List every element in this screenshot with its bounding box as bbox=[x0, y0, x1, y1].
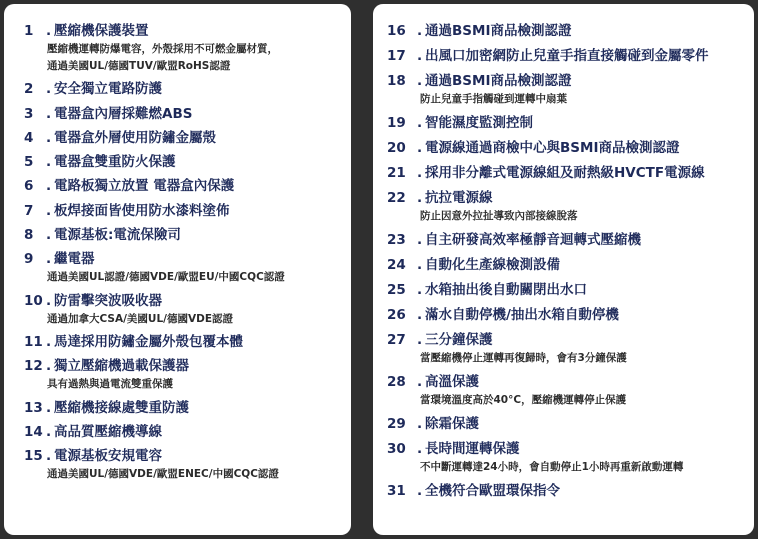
feature-title-text: 抗拉電源線 bbox=[425, 190, 493, 206]
feature-separator: . bbox=[46, 202, 52, 219]
feature-number: 12 bbox=[24, 358, 43, 375]
feature-title-text: 自主研發高效率極靜音迴轉式壓縮機 bbox=[425, 232, 641, 248]
feature-number: 20 bbox=[387, 140, 406, 156]
feature-number: 21 bbox=[387, 165, 406, 181]
feature-title-text: 高溫保護 bbox=[425, 374, 479, 390]
feature-item bbox=[387, 188, 748, 225]
feature-separator: . bbox=[46, 154, 52, 171]
feature-number: 17 bbox=[387, 48, 406, 64]
feature-title bbox=[387, 188, 748, 208]
feature-separator: . bbox=[417, 307, 423, 323]
feature-title bbox=[24, 291, 343, 311]
feature-title-text: 採用非分離式電源線組及耐熱級HVCTF電源線 bbox=[425, 165, 705, 181]
feature-title-text: 防雷擊突波吸收器 bbox=[54, 292, 162, 309]
feature-item bbox=[387, 163, 748, 183]
feature-description: 不中斷運轉達24小時，會自動停止1小時再重新啟動運轉 bbox=[420, 461, 684, 473]
left-feature-list bbox=[24, 21, 343, 483]
feature-separator: . bbox=[46, 227, 52, 244]
feature-item bbox=[387, 113, 748, 133]
feature-title-text: 電源線通過商檢中心與BSMI商品檢測認證 bbox=[425, 140, 680, 156]
feature-title bbox=[24, 332, 343, 352]
feature-separator: . bbox=[46, 399, 52, 416]
feature-item bbox=[24, 249, 343, 286]
feature-item bbox=[387, 372, 748, 409]
feature-item bbox=[24, 332, 343, 352]
feature-separator: . bbox=[46, 23, 52, 39]
feature-title-text: 電器盒內層採難燃ABS bbox=[54, 105, 193, 122]
feature-item bbox=[24, 225, 343, 245]
feature-number: 19 bbox=[387, 115, 406, 131]
feature-title bbox=[387, 481, 748, 501]
feature-item bbox=[387, 230, 748, 250]
feature-title bbox=[24, 128, 343, 148]
feature-item bbox=[24, 422, 343, 442]
feature-number: 27 bbox=[387, 332, 406, 348]
feature-item bbox=[24, 201, 343, 221]
feature-title bbox=[24, 79, 343, 99]
feature-separator: . bbox=[46, 129, 52, 146]
feature-description: 通過加拿大CSA/美國UL/德國VDE認證 bbox=[47, 312, 233, 325]
feature-separator: . bbox=[417, 483, 423, 499]
feature-title-text: 電源基板:電流保險司 bbox=[54, 227, 181, 244]
feature-title bbox=[387, 372, 748, 392]
feature-separator: . bbox=[417, 115, 423, 131]
feature-item bbox=[24, 176, 343, 196]
feature-item bbox=[387, 255, 748, 275]
feature-number: 5 bbox=[24, 154, 34, 171]
feature-title-text: 獨立壓縮機過載保護器 bbox=[54, 358, 189, 375]
feature-title-text: 水箱抽出後自動關閉出水口 bbox=[425, 282, 587, 298]
feature-number: 10 bbox=[24, 292, 43, 309]
right-feature-panel bbox=[373, 4, 754, 535]
feature-title bbox=[24, 152, 343, 172]
feature-number: 24 bbox=[387, 257, 406, 273]
feature-separator: . bbox=[417, 416, 423, 432]
feature-item bbox=[24, 104, 343, 124]
feature-description: 通過美國UL/德國TUV/歐盟RoHS認證 bbox=[47, 60, 231, 72]
feature-item bbox=[24, 398, 343, 418]
feature-separator: . bbox=[46, 251, 52, 268]
feature-number: 2 bbox=[24, 81, 34, 98]
feature-title-text: 馬達採用防鏽金屬外殼包覆本體 bbox=[54, 333, 243, 350]
feature-title bbox=[24, 356, 343, 376]
feature-separator: . bbox=[417, 73, 423, 89]
feature-description: 壓縮機運轉防爆電容，外殼採用不可燃金屬材質， bbox=[47, 43, 278, 55]
feature-item bbox=[24, 152, 343, 172]
feature-number: 25 bbox=[387, 282, 406, 298]
feature-title-text: 出風口加密網防止兒童手指直接觸碰到金屬零件 bbox=[425, 48, 709, 64]
feature-number: 28 bbox=[387, 374, 406, 390]
feature-title bbox=[387, 163, 748, 183]
feature-separator: . bbox=[46, 448, 52, 465]
feature-separator: . bbox=[417, 165, 423, 181]
feature-item bbox=[387, 138, 748, 158]
feature-title bbox=[387, 71, 748, 91]
feature-title-text: 壓縮機保護裝置 bbox=[54, 23, 149, 39]
feature-separator: . bbox=[46, 333, 52, 350]
feature-title-text: 板焊接面皆使用防水漆料塗佈 bbox=[54, 202, 230, 219]
feature-item bbox=[387, 46, 748, 66]
feature-title-text: 壓縮機接線處雙重防護 bbox=[54, 399, 189, 416]
feature-title-text: 滿水自動停機/抽出水箱自動停機 bbox=[425, 307, 619, 323]
feature-title bbox=[24, 398, 343, 418]
feature-title-text: 全機符合歐盟環保指令 bbox=[425, 483, 560, 499]
feature-number: 16 bbox=[387, 23, 406, 39]
feature-title-text: 長時間運轉保護 bbox=[425, 441, 520, 457]
feature-separator: . bbox=[46, 292, 52, 309]
feature-item bbox=[387, 71, 748, 108]
feature-number: 31 bbox=[387, 483, 406, 499]
feature-separator: . bbox=[46, 178, 52, 195]
feature-separator: . bbox=[417, 190, 423, 206]
feature-title bbox=[24, 176, 343, 196]
feature-title bbox=[24, 104, 343, 124]
feature-item bbox=[24, 128, 343, 148]
feature-item bbox=[24, 446, 343, 483]
feature-separator: . bbox=[417, 140, 423, 156]
feature-item bbox=[24, 21, 343, 75]
feature-title bbox=[24, 201, 343, 221]
feature-number: 29 bbox=[387, 416, 406, 432]
feature-separator: . bbox=[417, 441, 423, 457]
feature-item bbox=[387, 21, 748, 41]
feature-number: 18 bbox=[387, 73, 406, 89]
feature-title bbox=[24, 446, 343, 466]
feature-number: 9 bbox=[24, 251, 34, 268]
feature-number: 4 bbox=[24, 129, 34, 146]
feature-separator: . bbox=[417, 257, 423, 273]
feature-title bbox=[387, 21, 748, 41]
feature-item bbox=[387, 439, 748, 476]
feature-description: 具有過熱與過電流雙重保護 bbox=[47, 378, 173, 391]
feature-title bbox=[24, 21, 343, 41]
feature-title bbox=[387, 330, 748, 350]
feature-title bbox=[387, 305, 748, 325]
feature-title-text: 三分鐘保護 bbox=[425, 332, 493, 348]
feature-number: 23 bbox=[387, 232, 406, 248]
feature-item bbox=[387, 330, 748, 367]
feature-number: 14 bbox=[24, 423, 43, 440]
feature-separator: . bbox=[417, 374, 423, 390]
feature-item bbox=[387, 481, 748, 501]
feature-separator: . bbox=[417, 282, 423, 298]
feature-item bbox=[24, 79, 343, 99]
right-feature-list bbox=[387, 21, 748, 501]
feature-number: 7 bbox=[24, 202, 34, 219]
feature-title-text: 通過BSMI商品檢測認證 bbox=[425, 23, 572, 39]
feature-description: 防止兒童手指觸碰到運轉中扇葉 bbox=[420, 93, 567, 105]
feature-title-text: 自動化生產線檢測設備 bbox=[425, 257, 560, 273]
left-feature-panel bbox=[4, 4, 351, 535]
feature-number: 3 bbox=[24, 105, 34, 122]
feature-description: 通過美國UL/德國VDE/歐盟ENEC/中國CQC認證 bbox=[47, 468, 279, 481]
feature-number: 26 bbox=[387, 307, 406, 323]
feature-title bbox=[387, 46, 748, 66]
feature-title bbox=[24, 225, 343, 245]
feature-title bbox=[24, 249, 343, 269]
feature-title bbox=[387, 439, 748, 459]
feature-title-text: 電源基板安規電容 bbox=[54, 448, 162, 465]
feature-number: 6 bbox=[24, 178, 34, 195]
feature-title-text: 電路板獨立放置 電器盒內保護 bbox=[54, 178, 235, 195]
feature-item bbox=[24, 356, 343, 393]
feature-item bbox=[387, 305, 748, 325]
feature-title bbox=[24, 422, 343, 442]
feature-separator: . bbox=[46, 105, 52, 122]
feature-separator: . bbox=[417, 332, 423, 348]
feature-number: 15 bbox=[24, 448, 43, 465]
feature-title bbox=[387, 414, 748, 434]
feature-separator: . bbox=[417, 23, 423, 39]
feature-separator: . bbox=[46, 81, 52, 98]
feature-number: 8 bbox=[24, 227, 34, 244]
feature-description: 防止因意外拉扯導致內部接線脫落 bbox=[420, 210, 578, 222]
feature-number: 22 bbox=[387, 190, 406, 206]
feature-title-text: 智能濕度監測控制 bbox=[425, 115, 533, 131]
feature-title bbox=[387, 138, 748, 158]
feature-description: 當壓縮機停止運轉再復歸時，會有3分鐘保護 bbox=[420, 352, 627, 364]
feature-title bbox=[387, 230, 748, 250]
feature-title-text: 電器盒雙重防火保護 bbox=[54, 154, 176, 171]
feature-title bbox=[387, 255, 748, 275]
feature-title-text: 除霜保護 bbox=[425, 416, 479, 432]
feature-number: 1 bbox=[24, 23, 34, 39]
feature-item bbox=[387, 280, 748, 300]
feature-description: 通過美國UL認證/德國VDE/歐盟EU/中國CQC認證 bbox=[47, 271, 285, 284]
feature-title bbox=[387, 113, 748, 133]
feature-item bbox=[24, 291, 343, 328]
feature-number: 11 bbox=[24, 333, 43, 350]
feature-separator: . bbox=[417, 232, 423, 248]
feature-separator: . bbox=[46, 423, 52, 440]
feature-title-text: 安全獨立電路防護 bbox=[54, 81, 162, 98]
feature-separator: . bbox=[417, 48, 423, 64]
feature-separator: . bbox=[46, 358, 52, 375]
feature-title-text: 高品質壓縮機導線 bbox=[54, 423, 162, 440]
feature-title-text: 繼電器 bbox=[54, 251, 95, 268]
feature-title bbox=[387, 280, 748, 300]
feature-item bbox=[387, 414, 748, 434]
feature-title-text: 通過BSMI商品檢測認證 bbox=[425, 73, 572, 89]
feature-number: 13 bbox=[24, 399, 43, 416]
feature-title-text: 電器盒外層使用防鏽金屬殼 bbox=[54, 129, 216, 146]
feature-description: 當環境溫度高於40°C，壓縮機運轉停止保護 bbox=[420, 394, 627, 406]
feature-number: 30 bbox=[387, 441, 406, 457]
